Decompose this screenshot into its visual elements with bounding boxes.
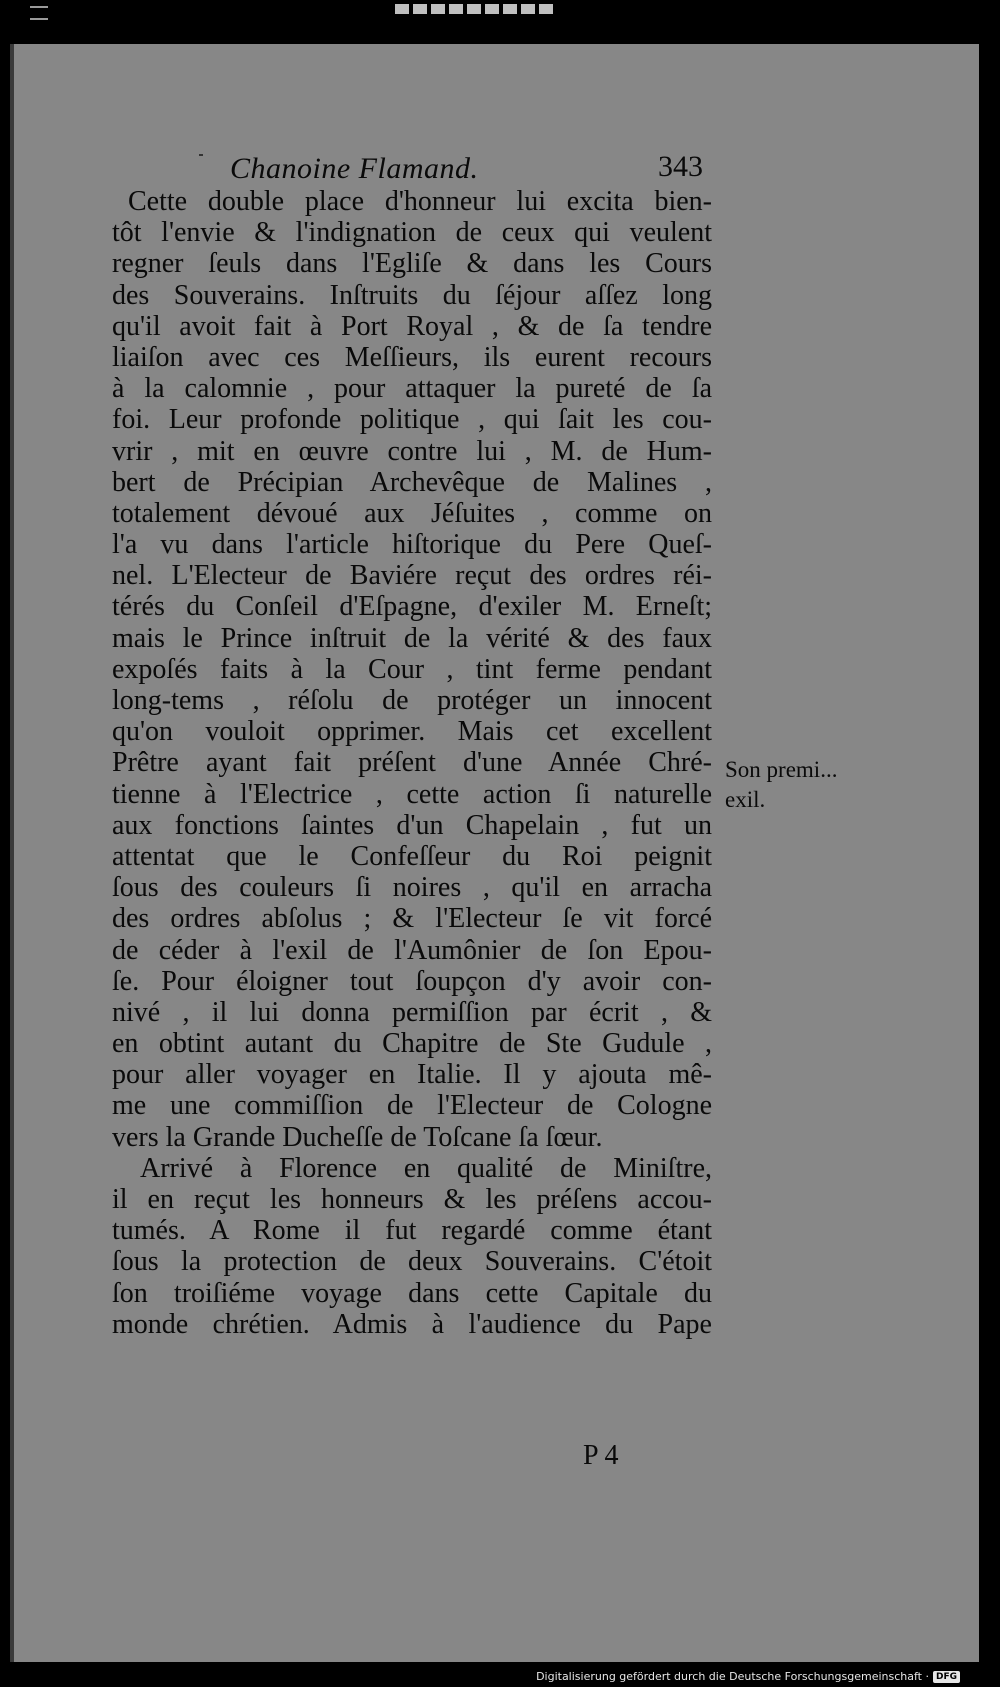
paragraph-2 <box>112 1153 712 1340</box>
digitization-footer <box>536 1670 960 1683</box>
text-line: ſous des couleurs ſi noires , qu'il en arracha <box>112 872 712 904</box>
text-line: attentat que le Confeſſeur du Roi peignit <box>112 840 712 872</box>
text-line: bert de Précipian Archevêque de Malines , <box>112 466 712 498</box>
body-text <box>112 186 712 1340</box>
text-line: ſous la protection de deux Souverains. C'étoit <box>112 1246 712 1278</box>
text-line: à la calomnie , pour attaquer la pureté de ſa <box>112 373 712 405</box>
text-line: ſe. Pour éloigner tout ſoupçon d'y avoir con- <box>112 965 712 997</box>
text-line: pour aller voyager en Italie. Il y ajouta mê- <box>112 1059 712 1091</box>
text-line: nel. L'Electeur de Baviére reçut des ordres réi- <box>112 560 712 592</box>
text-line: qu'on vouloit opprimer. Mais cet excellent <box>112 716 712 748</box>
margin-note-line: exil. <box>725 787 766 812</box>
text-line: Cette double place d'honneur lui excita bien- <box>128 186 712 217</box>
margin-note-line: Son premi... <box>725 757 838 782</box>
text-line: liaiſon avec ces Meſſieurs, ils eurent recours <box>112 341 712 373</box>
text-line: aux fonctions ſaintes d'un Chapelain , fut un <box>112 809 712 841</box>
page-number: 343 <box>658 150 703 183</box>
text-line: Arrivé à Florence en qualité de Miniſtre, <box>140 1152 712 1184</box>
text-line: vrir , mit en œuvre contre lui , M. de Hum- <box>112 435 712 467</box>
catchword-signature: P 4 <box>583 1440 619 1471</box>
text-line: de céder à l'exil de l'Aumônier de ſon Epou- <box>112 934 712 966</box>
text-line: nivé , il lui donna permiſſion par écrit , & <box>112 996 712 1028</box>
text-line: tumés. A Rome il fut regardé comme étant <box>112 1215 712 1247</box>
ink-speck <box>199 154 203 156</box>
text-line: tôt l'envie & l'indignation de ceux qui veulent <box>112 217 712 249</box>
text-line: des ordres abſolus ; & l'Electeur ſe vit forcé <box>112 903 712 935</box>
margin-note <box>725 755 837 815</box>
text-line: vers la Grande Ducheſſe de Toſcane ſa ſœur. <box>112 1121 603 1153</box>
text-line: totalement dévoué aux Jéſuites , comme on <box>112 497 712 529</box>
paragraph-1 <box>112 186 712 1153</box>
text-line: regner ſeuls dans l'Egliſe & dans les Cours <box>112 248 712 280</box>
scan-top-border <box>0 0 1000 42</box>
text-line: l'a vu dans l'article hiſtorique du Pere Queſ- <box>112 529 712 561</box>
text-line: me une commiſſion de l'Electeur de Cologne <box>112 1090 712 1122</box>
text-line: expoſés faits à la Cour , tint ferme pendant <box>112 653 712 685</box>
text-line: tienne à l'Electrice , cette action ſi naturelle <box>112 778 712 810</box>
text-line: mais le Prince inſtruit de la vérité & des faux <box>112 622 712 654</box>
text-line: il en reçut les honneurs & les préſens accou- <box>112 1184 712 1215</box>
text-line: des Souverains. Inſtruits du ſéjour aſſez long <box>112 279 712 311</box>
running-title: Chanoine Flamand. <box>230 152 479 185</box>
text-line: ſon troiſiéme voyage dans cette Capitale du <box>112 1277 712 1309</box>
text-line: térés du Conſeil d'Eſpagne, d'exiler M. Erneſt; <box>112 591 712 623</box>
funding-credit: Digitalisierung gefördert durch die Deutsche Forschungsgemeinschaft · <box>536 1670 929 1683</box>
text-line: qu'il avoit fait à Port Royal , & de ſa tendre <box>112 310 712 342</box>
text-line: monde chrétien. Admis à l'audience du Pape <box>112 1308 712 1340</box>
previous-page-bleed <box>395 4 555 14</box>
text-line: long-tems , réſolu de protéger un innocent <box>112 685 712 716</box>
scan-edge-mark <box>30 6 48 20</box>
text-line: en obtint autant du Chapitre de Ste Gudule , <box>112 1028 712 1060</box>
text-line: Prêtre ayant fait préſent d'une Année Chré- <box>112 747 712 779</box>
text-line: foi. Leur profonde politique , qui ſait les cou- <box>112 404 712 436</box>
dfg-logo: DFG <box>933 1671 960 1683</box>
